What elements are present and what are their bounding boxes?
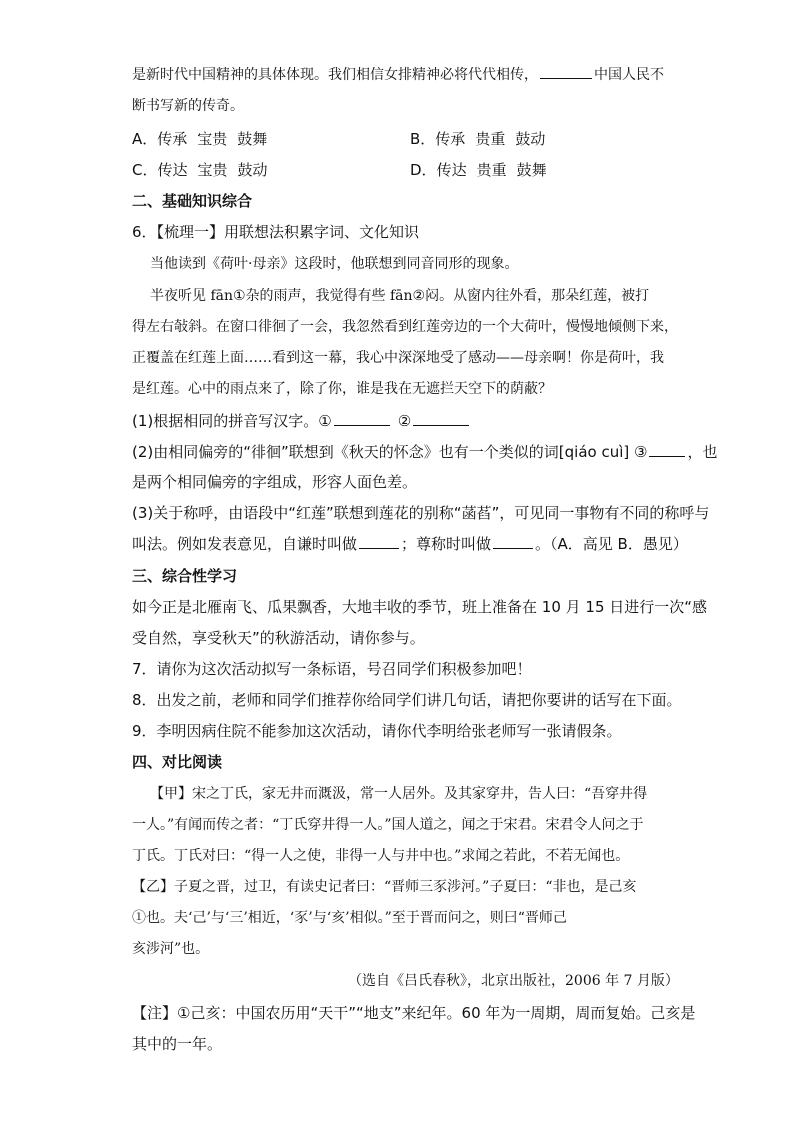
q6-title: 6．【梳理一】用联想法积累字词、文化知识 <box>132 223 420 241</box>
q9-text: 9．李明因病住院不能参加这次活动，请你代李明给张老师写一张请假条。 <box>132 722 622 740</box>
q8-text: 8．出发之前，老师和同学们推荐你给同学们讲几句话，请把你要讲的话写在下面。 <box>132 691 682 709</box>
passage-source: （选自《吕氏春秋》，北京出版社，2006 年 7 月版） <box>348 973 679 989</box>
q5-option-c: C．传达 宝贵 鼓动 <box>132 161 268 179</box>
section-4-heading: 四、对比阅读 <box>132 753 223 771</box>
q6-blank-2 <box>413 411 469 426</box>
q6-blank-3 <box>649 442 685 457</box>
passage-yi-line-2: ①也。夫‘己’与‘三’相近，‘豕’与‘亥’相似。”至于晋而问之，则曰“晋师己 <box>132 910 567 926</box>
q6-sub3-line-2: 叫法。例如发表意见，自谦时叫做 ；尊称时叫做 。（A．高见 B．愚见） <box>132 535 688 553</box>
q5-option-b: B．传承 贵重 鼓动 <box>410 130 546 148</box>
section-3-heading: 三、综合性学习 <box>132 567 238 585</box>
passage-yi-line-3: 亥涉河”也。 <box>132 941 210 957</box>
q5-continuation-line-2: 断书写新的传奇。 <box>132 98 244 114</box>
q6-blank-5 <box>493 534 533 549</box>
section-3-intro-line-2: 受自然，享受秋天”的秋游活动，请你参与。 <box>132 629 425 647</box>
q6-intro: 当他读到《荷叶·母亲》这段时，他联想到同音同形的现象。 <box>150 256 519 272</box>
note-line-1: 【注】①己亥：中国农历用“天干”“地支”来纪年。60 年为一周期，周而复始。己亥是 <box>132 1004 696 1022</box>
q5-continuation-line-1 <box>132 64 664 85</box>
q6-passage-line-3: 正覆盖在红莲上面……看到这一幕，我心中深深地受了感动——母亲啊！你是荷叶，我 <box>132 350 664 366</box>
passage-yi-line-1: 【乙】子夏之晋，过卫，有读史记者曰：“晋师三豕涉河。”子夏曰：“非也，是己亥 <box>132 879 637 895</box>
q5-text: 是新时代中国精神的具体体现。我们相信女排精神必将代代相传， <box>132 67 538 83</box>
q5-answer-blank <box>540 64 592 79</box>
passage-jia-line-1: 【甲】宋之丁氏，家无井而溉汲，常一人居外。及其家穿井，告人曰：“吾穿井得 <box>150 786 648 802</box>
q6-passage-line-2: 得左右敧斜。在窗口徘徊了一会，我忽然看到红莲旁边的一个大荷叶，慢慢地倾侧下来， <box>132 319 678 335</box>
q6-sub3-line-1: (3)关于称呼，由语段中“红莲”联想到莲花的别称“菡萏”，可见同一事物有不同的称呼与 <box>132 504 710 522</box>
q6-sub1: (1)根据相同的拼音写汉字。① ② <box>132 411 471 431</box>
q5-text-end: 中国人民不 <box>594 67 664 83</box>
q6-passage-line-4: 是红莲。心中的雨点来了，除了你，谁是我在无遮拦天空下的荫蔽？ <box>132 381 552 397</box>
q5-option-d: D．传达 贵重 鼓舞 <box>410 161 547 179</box>
q5-option-a: A．传承 宝贵 鼓舞 <box>132 130 268 148</box>
q6-blank-4 <box>359 534 399 549</box>
q7-text: 7．请你为这次活动拟写一条标语，号召同学们积极参加吧！ <box>132 660 532 678</box>
note-line-2: 其中的一年。 <box>132 1035 223 1053</box>
section-3-intro-line-1: 如今正是北雁南飞、瓜果飘香，大地丰收的季节，班上准备在 10 月 15 日进行一次“感 <box>132 598 708 616</box>
q6-sub2-line-1: (2)由相同偏旁的“徘徊”联想到《秋天的怀念》也有一个类似的词[qiáo cuì] ③ ，也 <box>132 443 718 461</box>
passage-jia-line-2: 一人。”有闻而传之者：“丁氏穿井得一人。”国人道之，闻之于宋君。宋君令人问之于 <box>132 817 644 833</box>
q6-blank-1 <box>334 411 390 426</box>
passage-jia-line-3: 丁氏。丁氏对曰：“得一人之使，非得一人与井中也。”求闻之若此，不若无闻也。 <box>132 848 630 864</box>
q6-passage-line-1: 半夜听见 fān①杂的雨声，我觉得有些 fān②闷。从窗内往外看，那朵红莲，被打 <box>150 288 650 304</box>
section-2-heading: 二、基础知识综合 <box>132 192 253 210</box>
q6-sub2-line-2: 是两个相同偏旁的字组成，形容人面色差。 <box>132 473 418 491</box>
